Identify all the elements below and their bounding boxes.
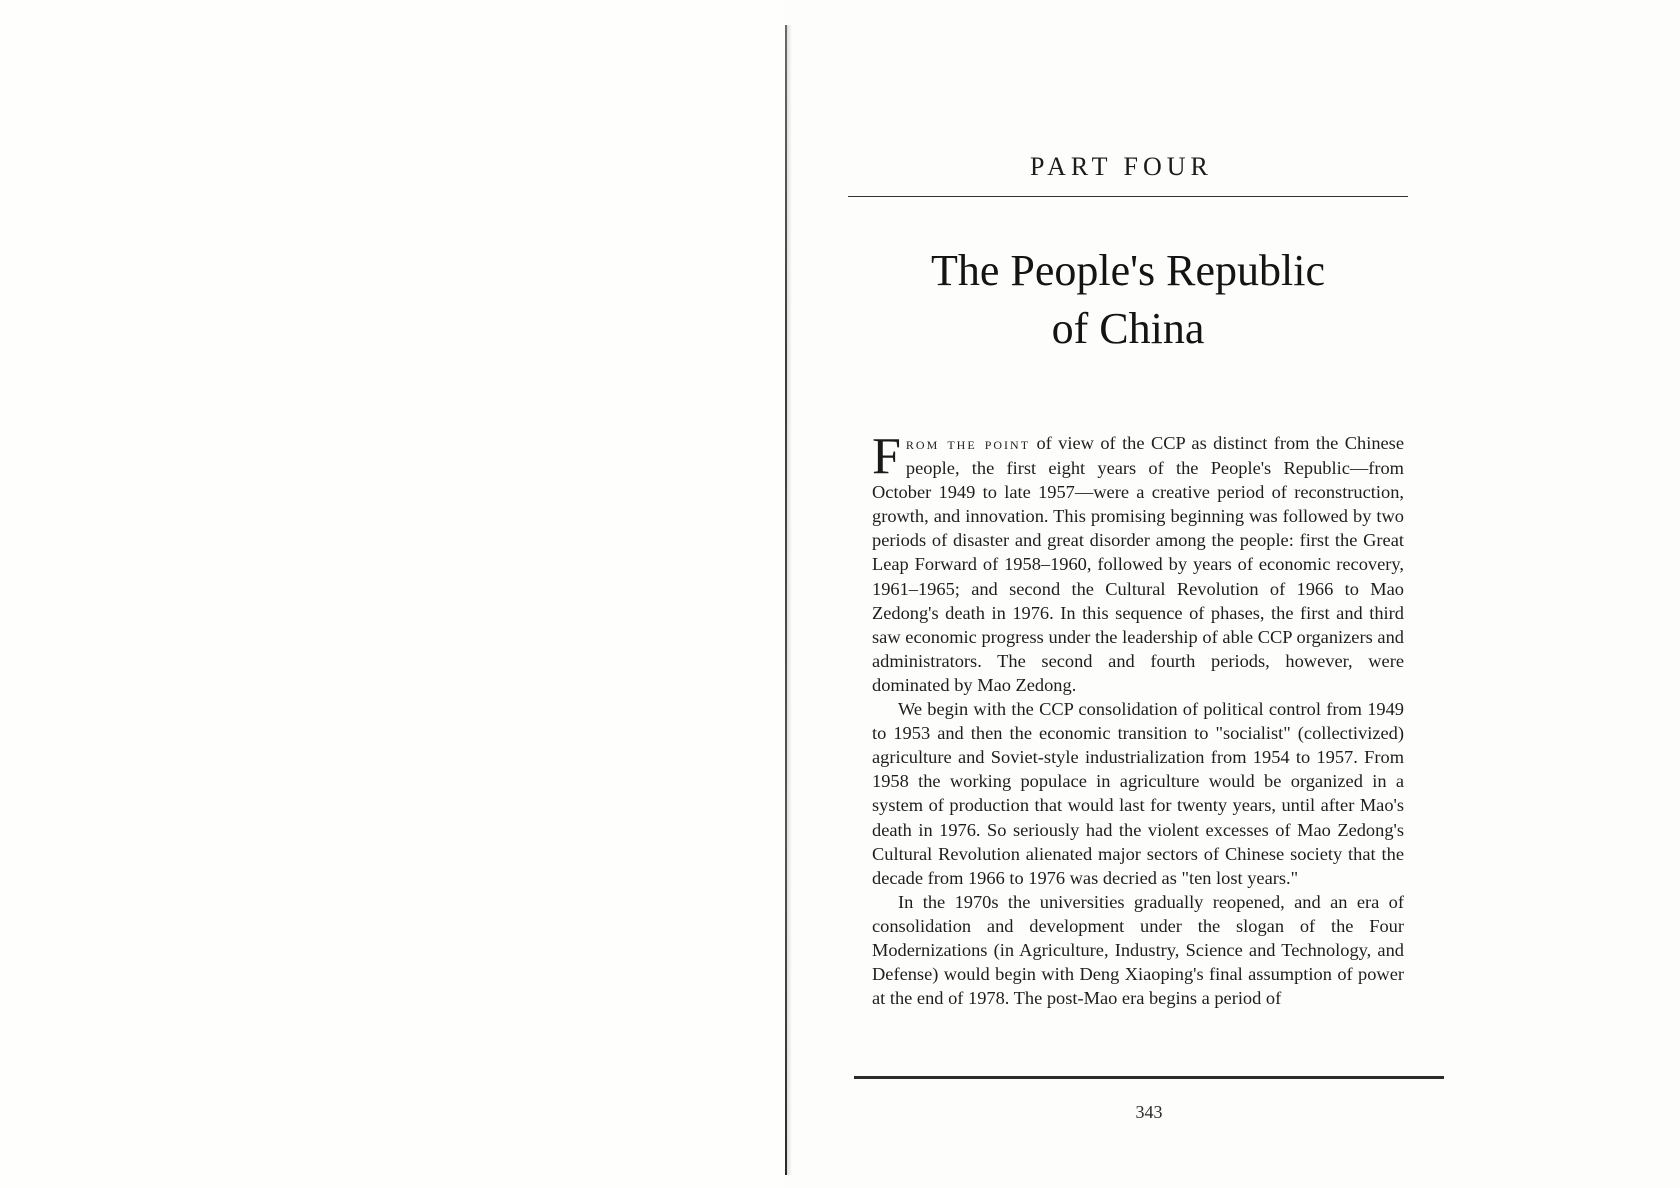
title-line-2: of China — [1051, 304, 1205, 353]
bottom-rule — [854, 1076, 1444, 1079]
body-text — [872, 428, 1405, 1010]
page-number: 343 — [1135, 1102, 1163, 1122]
part-label: PART FOUR — [1030, 152, 1213, 181]
paragraph-1-text: of view of the CCP as distinct from the Chinese people, the first eight years of the People's Republic—from October 1949 to late 1957—were a creative period of reconstruction, growth, and innovation. This promising beginning was followed by two periods of disaster and great disorder among the people: first the Great Leap Forward of 1958–1960, followed by years of economic recovery, 1961–1965; and second the Cultural Revolution of 1966 to Mao Zedong's death in 1976. In this sequence of phases, the first and third saw economic progress under the leadership of able CCP organizers and administrators. The second and fourth periods, however, were dominated by Mao Zedong. — [872, 433, 1405, 695]
paragraph-1 — [872, 428, 1405, 697]
paragraph-3: In the 1970s the universities gradually reopened, and an era of consolidation and development under the slogan of the Four Modernizations (in Agriculture, Industry, Science and Technology, and Defense) would begin with Deng Xiaoping's final assumption of power at the end of 1978. The post-Mao era begins a period of — [872, 891, 1404, 1009]
top-rule — [848, 196, 1408, 197]
paragraph-2: We begin with the CCP consolidation of political control from 1949 to 1953 and then the economic transition to "socialist" (collectivized) agriculture and Soviet-style industrialization from 1954 to 1957. From 1958 the working populace in agriculture would be organized in a system of production that would last for twenty years, until after Mao's death in 1976. So seriously had the violent excesses of Mao Zedong's Cultural Revolution alienated major sectors of Chinese society that the decade from 1966 to 1976 was decried as "ten lost years." — [872, 699, 1404, 888]
lead-small-caps: rom the point — [905, 434, 1031, 453]
drop-cap: F — [872, 428, 901, 485]
left-blank-page — [0, 0, 785, 1188]
right-page — [792, 0, 1680, 1188]
page-title — [848, 242, 1408, 358]
title-line-1: The People's Republic — [930, 246, 1326, 295]
